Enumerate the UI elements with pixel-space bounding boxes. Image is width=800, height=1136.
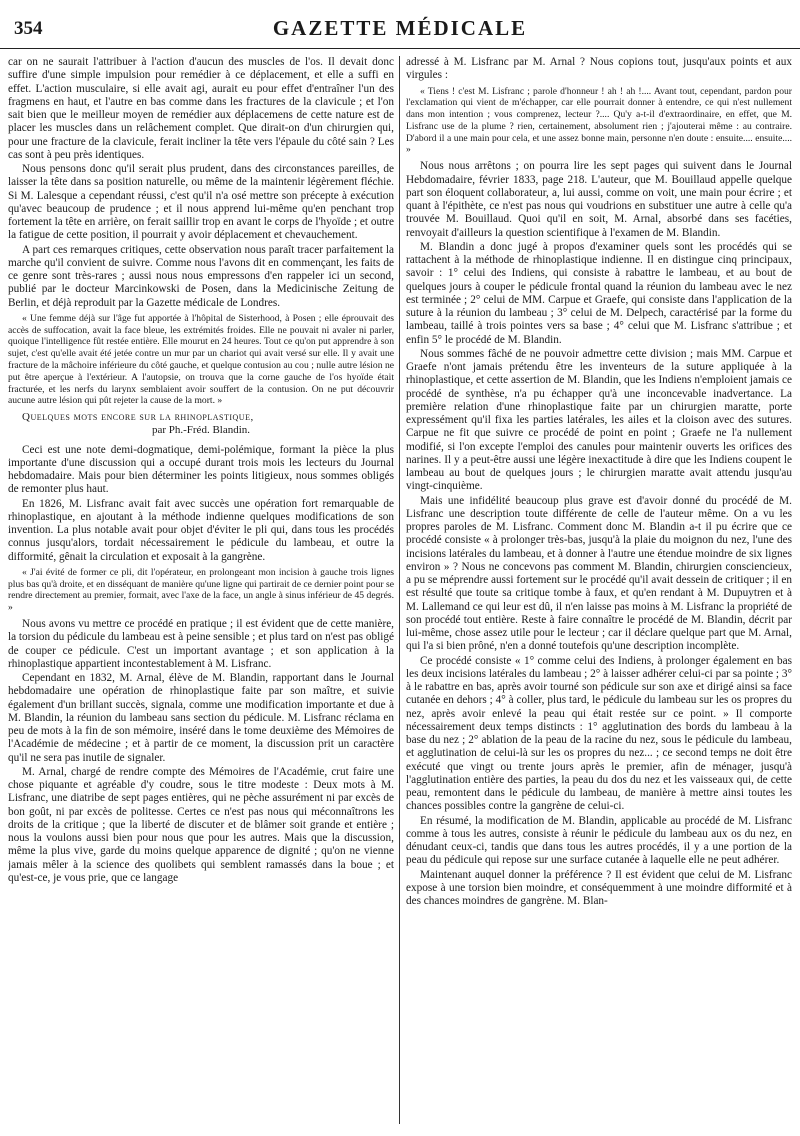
page-number: 354	[14, 18, 43, 39]
paragraph: Ce procédé consiste « 1° comme celui des Indiens, à prolonger également en bas les deux incisions latérales du lambeau ; 2° à laisser adhérer celui-ci par sa pointe ; 3° à le rabattre en bas, après avoir tourné son pédicule sur son axe et dirigé ainsi sa face cutanée en dehors ; 4° à coller, plus tard, le pédicule du lambeau sur les os propres du nez, après avoir enlevé la peau qui était restée sur ce point. » Il comporte nécessairement deux temps distincts : 1° agglutination des bords du lambeau à la base du nez ; 2° ablation de la peau de la racine du nez, sous le pédicule du lambeau, et agglutination de celui-là sur les os propres du nez... ; ce second temps ne doit être exécuté que vingt ou trente jours après le premier, afin de ménager, jusqu'à l'agglutination entière des parties, la peau du dos du nez et les vaisseaux qui, de cette peau, remontent dans le pédicule du lambeau, de manière à mettre ainsi toutes les chances possibles contre la gangrène de celui-ci.	[406, 654, 792, 813]
paragraph: Nous nous arrêtons ; on pourra lire les sept pages qui suivent dans le Journal Hebdomadaire, février 1833, page 218. L'auteur, que M. Bouillaud appelle quelque part son éloquent collaborateur, a, lui aussi, comme on voit, une main pour écrire ; et quant à l'épithète, ce n'est pas nous qui voudrions en substituer une autre à celle qu'a trouvée M. Bouillaud. Quoi qu'il en soit, M. Arnal, absorbé dans ses facéties, renvoyait d'ailleurs la question scientifique à l'examen de M. Blandin.	[406, 160, 792, 239]
article-author: par Ph.-Fréd. Blandin.	[151, 424, 251, 437]
left-column	[8, 56, 394, 1128]
paragraph: Nous pensons donc qu'il serait plus prudent, dans des circonstances pareilles, de laisser la tête dans sa position naturelle, ou même de la maintenir légèrement fléchie. Si M. Lalesque a cependant réussi, c'est qu'il n'a osé mettre son précepte à exécution qu'avec beaucoup de prudence ; et il nous apprend lui-même qu'en penchant trop fortement la tête en arrière, on ferait saillir trop en avant le corps de l'hyoïde ; et outre la fatigue de cette position, il pourrait y avoir déplacement et chevauchement.	[8, 163, 394, 242]
paragraph: A part ces remarques critiques, cette observation nous paraît tracer parfaitement la marche qu'il convient de suivre. Comme nous l'avons dit en commençant, les faits de ce genre sont très-rares ; aussi nous nous empressons d'en rappeler ici un second, publié par le docteur Marcinkowski de Posen, dans la Medicinische Zeitung de Berlin, et déjà reproduit par la Gazette médicale de Londres.	[8, 243, 394, 309]
quoted-passage: « Tiens ! c'est M. Lisfranc ; parole d'honneur ! ah ! ah !.... Avant tout, cependant, pardon pour l'exclamation qui vient de m'échapper, car elle pourrait donner à entendre, ce qui n'est nullement dans mon intention ; vous comprenez, lecteur ?.... Qu'y a-t-il d'extraordinaire, en effet, que M. Lisfranc use de la plume ? rien, certainement, absolument rien ; j'ajouterai même : au contraire. D'abord il a une main pour cela, et une assez bonne main, personne n'en doute : ensuite.... ensuite.... »	[406, 85, 792, 156]
quoted-passage: « J'ai évité de former ce pli, dit l'opérateur, en prolongeant mon incision à gauche trois lignes plus bas qu'à droite, et en disséquant de manière qu'une ligne qui partirait de ce dernier point pour se rendre directement au premier, formait, avec l'axe de la face, un angle à sinus inférieur de 45 degrés. »	[8, 566, 394, 614]
quoted-passage: « Une femme déjà sur l'âge fut apportée à l'hôpital de Sisterhood, à Posen ; elle éprouvait des accès de suffocation, avait la face bleue, les extrémités froides. Elle ne pouvait ni avaler ni parler, quoique l'intelligence fût restée entière. Elle mourut en 24 heures. Tout ce qu'on put apprendre à son sujet, c'est qu'elle avait été jetée contre un mur par un chariot qui avait versé sur elle. Il y avait une fracture de la mâchoire inférieure du côté gauche, et quelque contusion au cou ; nulle autre lésion ne put être aperçue à l'extérieur. A l'autopsie, on trouva que la corne gauche de l'os hyoïde était fracturée, et les nerfs du larynx semblaient avoir souffert de la contusion. On ne put découvrir aucune autre lésion qui pût rejeter la cause de la mort. »	[8, 312, 394, 407]
paragraph: Mais une infidélité beaucoup plus grave est d'avoir donné du procédé de M. Lisfranc une description toute différente de celle de l'auteur même. On a vu les propres paroles de M. Lisfranc. Comment donc M. Blandin a-t il pu écrire que ce procédé consiste « à prolonger très-bas, jusqu'à la plaie du moignon du nez, l'une des incisions latérales du lambeau, et à donner à l'autre une étendue moindre de six lignes environ » ? Nous ne concevons pas comment M. Blandin, chirurgien consciencieux, a pu se méprendre aussi fortement sur le procédé qu'il avait dessein de critiquer ; il en est résulté que toute sa critique tombe à faux, et qu'en rendant à M. Dupuytren et à M. Lallemand ce qui leur est dû, il n'en laisse pas moins à M. Lisfranc la propriété de son procédé tout entière. Reste à faire connaître le procédé de M. Blandin, décrit par lui-même, chose assez utile pour le lecteur ; car il déclare quelque part que M. Arnal, qui l'a si bien prôné, n'en a donné toutefois qu'une description incomplète.	[406, 494, 792, 653]
page-header	[0, 14, 800, 49]
paragraph: Ceci est une note demi-dogmatique, demi-polémique, formant la pièce la plus importante d'une discussion qui a occupé durant trois mois les lecteurs du Journal hebdomadaire. Mais pour bien déterminer les points litigieux, nous sommes obligés de remonter plus haut.	[8, 443, 394, 496]
right-column	[406, 56, 792, 1128]
paragraph: M. Arnal, chargé de rendre compte des Mémoires de l'Académie, crut faire une chose piquante et agréable d'y coudre, sous le titre modeste : Deux mots à M. Lisfranc, une diatribe de sept pages entières, qui ne pèche assurément ni par excès de bon goût, ni par excès de politesse. Certes ce n'est pas nous qui méconnaîtrons les droits de la critique ; que la liberté de discuter et de blâmer soit grande et entière ; nous la voulons aussi bien pour nous que pour les autres. Mais que la discussion, même la plus vive, garde du moins quelque apparence de dignité ; qu'on ne vienne jamais mêler à la science des quolibets qui semblent ramassés dans la boue ; et qu'est-ce, je vous prie, que ce langage	[8, 765, 394, 884]
paragraph: Cependant en 1832, M. Arnal, élève de M. Blandin, rapportant dans le Journal hebdomadaire une opération de rhinoplastique faite par son maître, et suivie également d'un brillant succès, signala, comme une modification importante et due à M. Blandin, la réunion du lambeau sans section du pédicule. M. Lisfranc réclama en peu de mots à la fin de son mémoire, inséré dans le tome deuxième des Mémoires de l'Académie de médecine ; et à partir de ce moment, la discussion prit un caractère qu'il ne sera pas inutile de signaler.	[8, 672, 394, 764]
paragraph: adressé à M. Lisfranc par M. Arnal ? Nous copions tout, jusqu'aux points et aux virgules :	[406, 56, 792, 82]
article-heading-title: Quelques mots encore sur la rhinoplastique,	[22, 411, 254, 424]
article-heading	[8, 411, 394, 438]
paragraph: Nous avons vu mettre ce procédé en pratique ; il est évident que de cette manière, la torsion du pédicule du lambeau est à peine sensible ; et plus tard on n'est pas obligé de couper ce pédicule. C'est un important avantage ; et son application à la rhinoplastique appartient incontestablement à M. Lisfranc.	[8, 618, 394, 670]
paragraph: Maintenant auquel donner la préférence ? Il est évident que celui de M. Lisfranc expose à une torsion bien moindre, et conséquemment à une moindre difformité et à des chances moindres de gangrène. M. Blan-	[406, 868, 792, 908]
paragraph: En 1826, M. Lisfranc avait fait avec succès une opération fort remarquable de rhinoplastique, en ajoutant à la méthode indienne quelques modifications de son invention. La plus notable avait pour objet d'éviter le pli qui, dans tous les procédés connus jusqu'alors, tordait nécessairement le pédicule du lambeau, et outre la difformité, gênait la circulation et exposait à la gangrène.	[8, 497, 394, 563]
paragraph: Nous sommes fâché de ne pouvoir admettre cette division ; mais MM. Carpue et Graefe n'ont jamais prétendu être les inventeurs de la suture appliquée à la rhinoplastique, et cette assertion de M. Blandin, que les Indiens n'emploient jamais ce procédé de synthèse, n'a pu échapper qu'à une inconcevable inadvertance. La première relation d'une rhinoplastique faite par un chirurgien maratte, porte expressément qu'il fixa les parties latérales, les ailes et la cloison avec des sutures. Carpue ne fit que suivre ce procédé de point en point ; Graefe ne l'a nullement modifié, si l'on excepte l'emploi des canules pour maintenir ouverts les orifices des narines. Il y a peut-être aussi une légère inexactitude à dire que les Indiens coupent le lambeau au bout de quelques jours ; le chirurgien maratte avait attendu jusqu'au vingt-cinquième.	[406, 347, 792, 493]
paragraph: car on ne saurait l'attribuer à l'action d'aucun des muscles de l'os. Il devait donc suffire d'une simple impulsion pour remédier à ce déplacement, et elle a suffi en effet. L'action musculaire, si elle avait agi, aurait eu pour effet d'entraîner l'un des fragmens en haut, et l'autre en bas comme dans les fractures de la clavicule ; et l'on sait bien que le meilleur moyen de remédier aux déplacemens de cette nature est de placer les muscles dans un relâchement complet. Que dirait-on d'un chirurgien qui, pour une fracture de la clavicule, ferait incliner la tête vers l'épaule du côté sain ? Les cas sont à peu près identiques.	[8, 56, 394, 161]
column-divider	[399, 56, 400, 1124]
paragraph: En résumé, la modification de M. Blandin, applicable au procédé de M. Lisfranc comme à tous les autres, consiste à réunir le pédicule du lambeau aux os du nez, en dénudant ceux-ci, tandis que dans tous les autres procédés, il y a une portion de la peau du pédicule qui repose sur une surface cutanée à laquelle elle ne peut adhérer.	[406, 814, 792, 867]
publication-title: GAZETTE MÉDICALE	[272, 16, 528, 40]
paragraph: M. Blandin a donc jugé à propos d'examiner quels sont les procédés qui se rattachent à la méthode de rhinoplastique indienne. Il en distingue cinq principaux, savoir : 1° celui des Indiens, qui consiste à rabattre le lambeau, et au bout de quelques jours à couper le pédicule frontal quand la réunion du lambeau avec le nez est terminée ; 2° celui de MM. Carpue et Graefe, qui consiste dans l'application de la suture à la réunion du lambeau ; 3° celui de M. Delpech, caractérisé par la forme du lambeau, taillé à trois pointes vers sa base ; 4° celui que M. Lisfranc s'attribue ; et enfin 5° le procédé de M. Blandin.	[406, 240, 792, 346]
